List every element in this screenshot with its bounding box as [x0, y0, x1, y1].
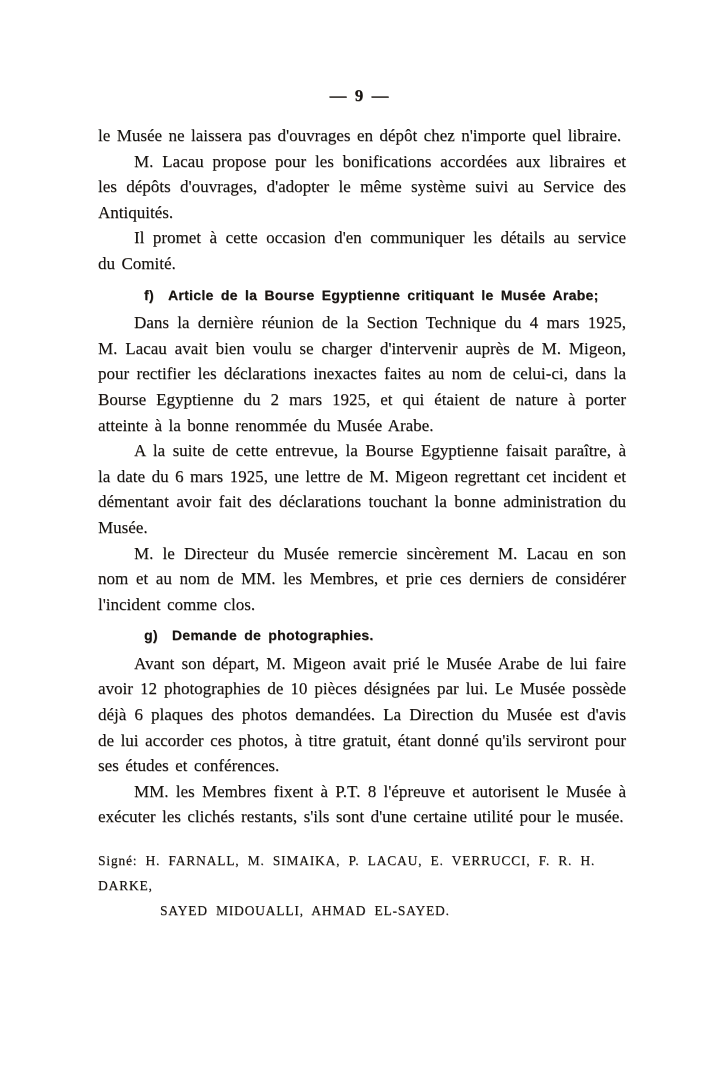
section-title-g: Demande de photographies.	[171, 627, 374, 644]
paragraph-members-decision: MM. les Membres fixent à P.T. 8 l'épreuve et autorisent le Musée à exécuter les clichés restants, s'ils sont d'une certaine utilité pour le musée.	[98, 781, 626, 827]
paragraph-section-technique: Dans la dernière réunion de la Section Technique du 4 mars 1925, M. Lacau avait bien voulu se charger d'intervenir auprès de M. Migeon, pour rectifier les déclarations inexactes faites au nom de celui-ci, dans la Bourse Egyptienne du 2 mars 1925, et qui étaient de nature à porter atteinte à la bonne renommée du Musée Arabe.	[98, 313, 626, 435]
signature-label: Signé:	[98, 853, 138, 869]
signature-line-1	[98, 848, 626, 898]
paragraph-lacau-proposal: M. Lacau propose pour les bonifications accordées aux libraires et les dépôts d'ouvrages, d'adopter le même système suivi au Service des Antiquités.	[98, 151, 626, 222]
paragraph-bourse-letter: A la suite de cette entrevue, la Bourse Egyptienne faisait paraître, à la date du 6 mars 1925, une lettre de M. Migeon regrettant cet incident et démentant avoir fait des déclarations touchant la bonne administration du Musée.	[98, 441, 626, 537]
signature-block	[98, 848, 626, 923]
section-letter-g: g)	[144, 627, 158, 644]
section-letter-f: f)	[144, 286, 154, 303]
document-body	[98, 123, 626, 923]
paragraph-director-thanks: M. le Directeur du Musée remercie sincèrement M. Lacau en son nom et au nom de MM. les Membres, et prie ces derniers de considérer l'incident comme clos.	[98, 543, 626, 614]
paragraph-continuation: le Musée ne laissera pas d'ouvrages en dépôt chez n'importe quel libraire.	[98, 126, 622, 145]
paragraph-promise-details: Il promet à cette occasion d'en communiquer les détails au service du Comité.	[98, 228, 626, 273]
signature-line-2: SAYED MIDOUALLI, AHMAD EL-SAYED.	[160, 903, 450, 919]
section-heading-f	[98, 283, 626, 309]
paragraph-migeon-photos: Avant son départ, M. Migeon avait prié le Musée Arabe de lui faire avoir 12 photographies de 10 pièces désignées par lui. Le Musée possède déjà 6 plaques des photos demandées. La Direction du Musée est d'avis de lui accorder ces photos, à titre gratuit, étant donné qu'ils serviront pour ses études et conférences.	[98, 653, 626, 776]
section-heading-g	[98, 623, 626, 649]
signature-names-1: H. FARNALL, M. SIMAIKA, P. LACAU, E. VERRUCCI, F. R. H. DARKE,	[98, 853, 596, 894]
section-title-f: Article de la Bourse Egyptienne critiquant le Musée Arabe;	[167, 286, 599, 303]
page-number: — 9 —	[329, 86, 391, 105]
